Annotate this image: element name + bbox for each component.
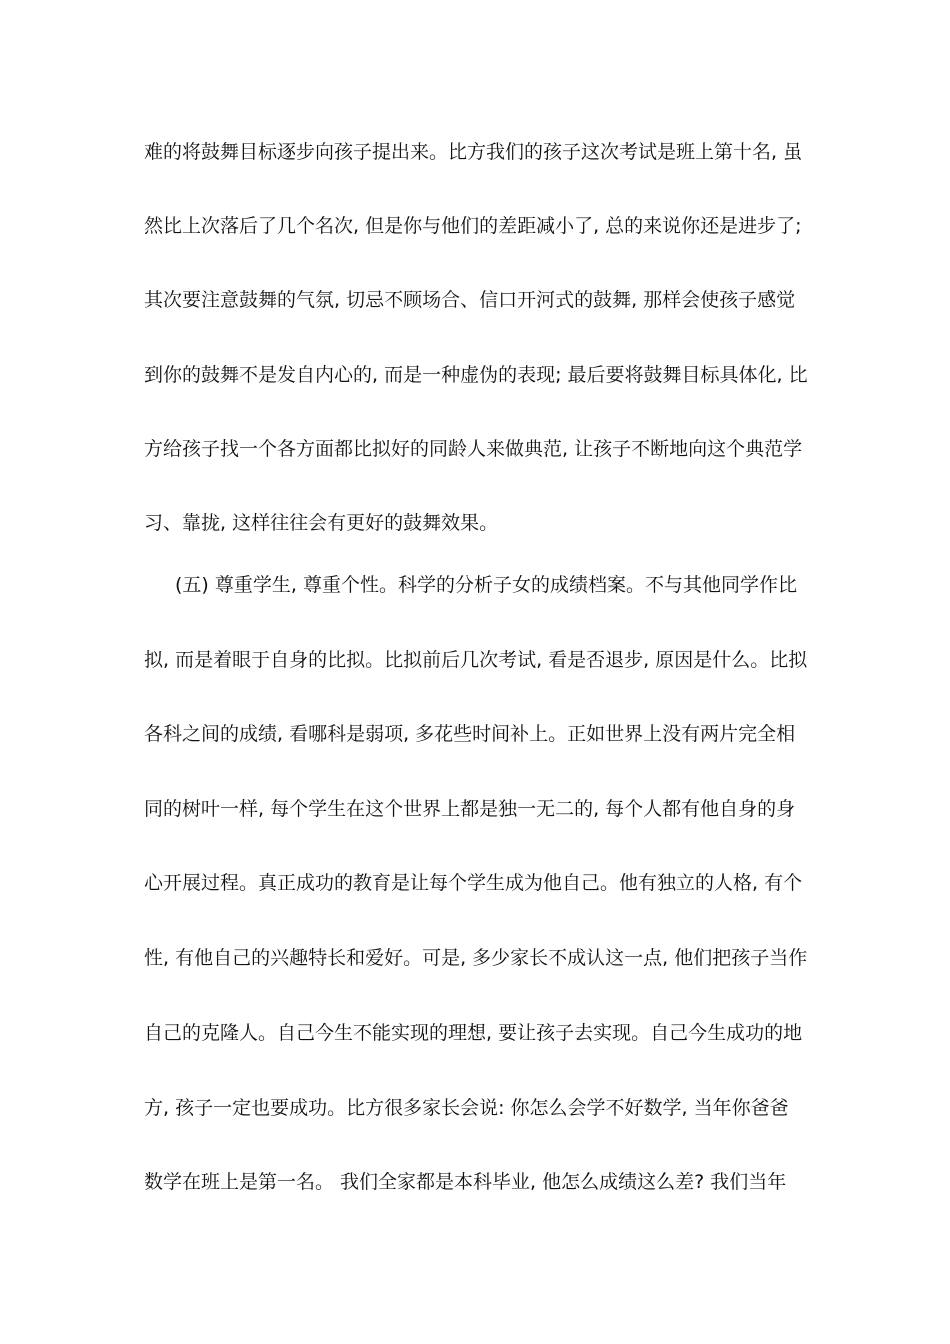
paragraph-line: 各科之间的成绩, 看哪科是弱项, 多花些时间补上。正如世界上没有两片完全相 — [144, 723, 796, 745]
section-heading-line: (五) 尊重学生, 尊重个性。科学的分析子女的成绩档案。不与其他同学作比 — [175, 574, 797, 596]
paragraph-line: 同的树叶一样, 每个学生在这个世界上都是独一无二的, 每个人都有他自身的身 — [144, 798, 796, 820]
paragraph-line: 其次要注意鼓舞的气氛, 切忌不顾场合、信口开河式的鼓舞, 那样会使孩子感觉 — [144, 289, 796, 311]
paragraph-line: 拟, 而是着眼于自身的比拟。比拟前后几次考试, 看是否退步, 原因是什么。比拟 — [144, 649, 808, 671]
paragraph-line: 数学在班上是第一名。 我们全家都是本科毕业, 他怎么成绩这么差? 我们当年 — [144, 1171, 787, 1193]
paragraph-line: 习、靠拢, 这样往往会有更好的鼓舞效果。 — [144, 512, 499, 534]
paragraph-line: 然比上次落后了几个名次, 但是你与他们的差距减小了, 总的来说你还是进步了; — [144, 215, 802, 237]
paragraph-line: 难的将鼓舞目标逐步向孩子提出来。比方我们的孩子这次考试是班上第十名, 虽 — [144, 141, 803, 163]
paragraph-line: 性, 有他自己的兴趣特长和爱好。可是, 多少家长不成认这一点, 他们把孩子当作 — [144, 947, 808, 969]
paragraph-line: 到你的鼓舞不是发自内心的, 而是一种虚伪的表现; 最后要将鼓舞目标具体化, 比 — [144, 364, 808, 386]
paragraph-line: 自己的克隆人。自己今生不能实现的理想, 要让孩子去实现。自己今生成功的地 — [144, 1022, 803, 1044]
paragraph-line: 方, 孩子一定也要成功。比方很多家长会说: 你怎么会学不好数学, 当年你爸爸 — [144, 1097, 789, 1119]
paragraph-line: 方给孩子找一个各方面都比拟好的同龄人来做典范, 让孩子不断地向这个典范学 — [144, 438, 803, 460]
paragraph-line: 心开展过程。真正成功的教育是让每个学生成为他自己。他有独立的人格, 有个 — [144, 872, 803, 894]
